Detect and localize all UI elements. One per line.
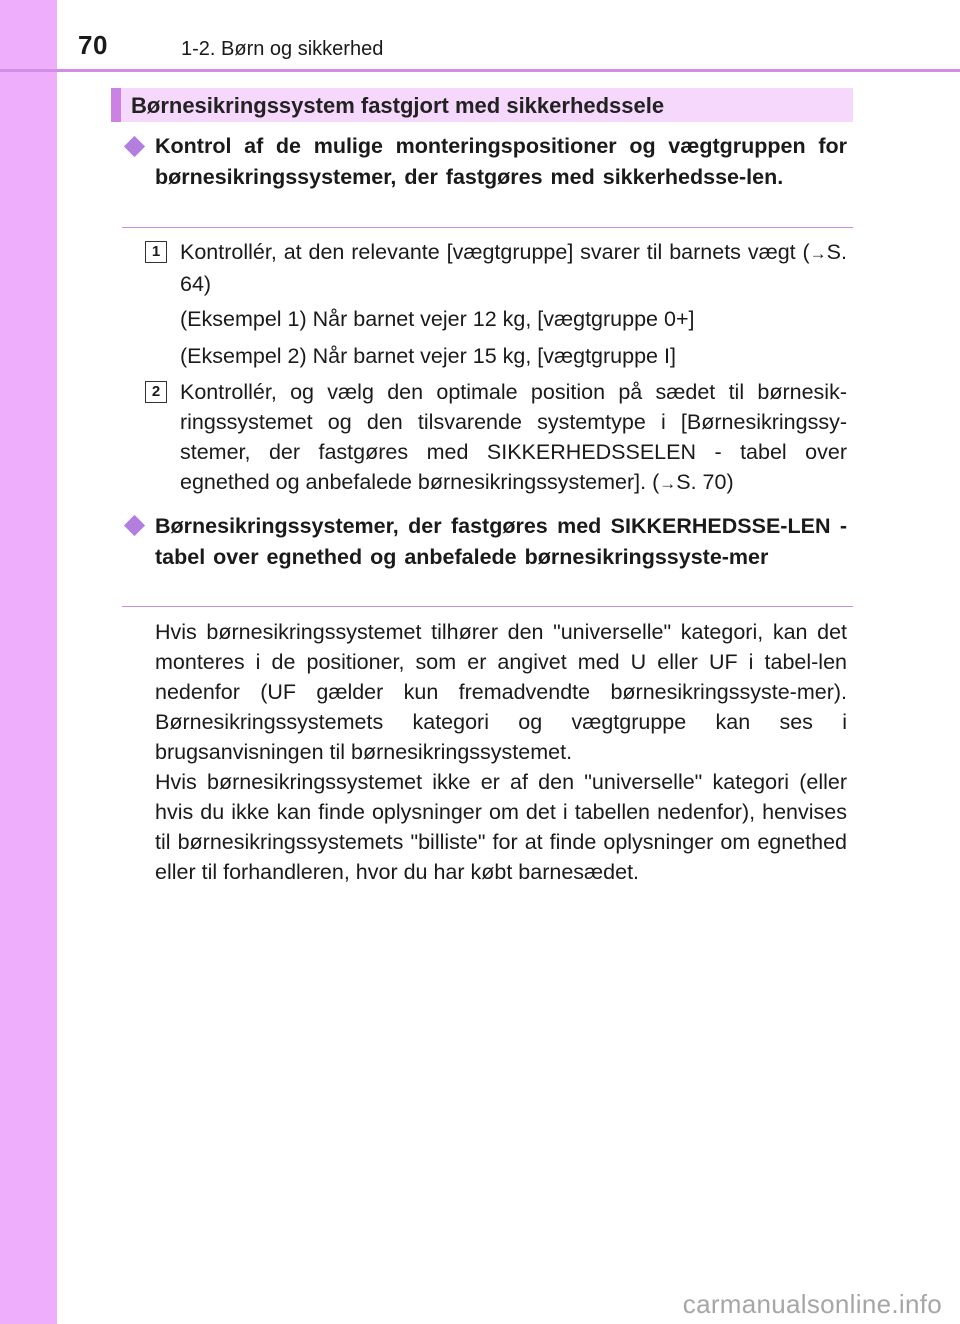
subheading-suitability-table: Børnesikringssystemer, der fastgøres med SIKKERHEDSSE-LEN - tabel over egnethed og anbefalede børnesikringssyste-mer [155, 514, 847, 569]
paragraph-universal-category: Hvis børnesikringssystemet tilhører den "universelle" kategori, kan det monteres i de positioner, som er angivet med U eller UF i tabel-len nedenfor (UF gælder kun fremadvendte børnesikringssyste-mer). Børnesikringssystemets kategori og vægtgruppe kan ses i brugsanvisningen til børnesikringssystemet. [155, 620, 847, 764]
step-1-text: Kontrollér, at den relevante [vægtgruppe] svarer til barnets vægt ( [180, 240, 810, 264]
step-1-page-ref[interactable]: S. 64) [180, 240, 847, 296]
arrow-right-icon: → [809, 244, 827, 263]
diamond-bullet-icon [124, 515, 145, 536]
section-title: 1-2. Børn og sikkerhed [181, 38, 384, 60]
example-1: (Eksempel 1) Når barnet vejer 12 kg, [vægtgruppe 0+] [180, 307, 695, 331]
page-number: 70 [78, 30, 108, 60]
paragraph-non-universal: Hvis børnesikringssystemet ikke er af den "universelle" kategori (eller hvis du ikke kan finde oplysninger om det i tabellen nedenfor), henvises til børnesikringssystemets "billiste" for at finde oplysninger om egnethed eller til forhandleren, hvor du har købt barnesædet. [155, 770, 847, 884]
section-heading-text: Børnesikringssystem fastgjort med sikkerhedssele [131, 93, 665, 118]
sidebar-band [0, 0, 57, 1324]
step-2-page-ref[interactable]: S. 70) [676, 470, 734, 494]
step-2-text: Kontrollér, og vælg den optimale position på sædet til børnesik-ringssystemet og den tilsvarende systemtype i [Børnesikringssy-stemer, der fastgøres med SIKKERHEDSSELEN - tabel over egnethed og anbefalede børnesikringssystemer]. ( [180, 380, 847, 494]
example-2: (Eksempel 2) Når barnet vejer 15 kg, [vægtgruppe I] [180, 344, 676, 368]
step-badge-1: 1 [145, 241, 167, 263]
watermark: carmanualsonline.info [682, 1289, 942, 1319]
arrow-right-icon: → [659, 474, 677, 493]
step-text-1 [180, 237, 847, 299]
step-text-2 [180, 377, 847, 499]
diamond-bullet-icon [124, 136, 145, 157]
header-rule [0, 69, 960, 72]
step-badge-2: 2 [145, 381, 167, 403]
section-heading [111, 88, 853, 122]
subheading-check-positions: Kontrol af de mulige monteringspositioner og vægtgruppen for børnesikringssystemer, der fastgøres med sikkerhedsse-len. [155, 134, 847, 189]
divider [122, 606, 853, 607]
divider [122, 227, 853, 228]
